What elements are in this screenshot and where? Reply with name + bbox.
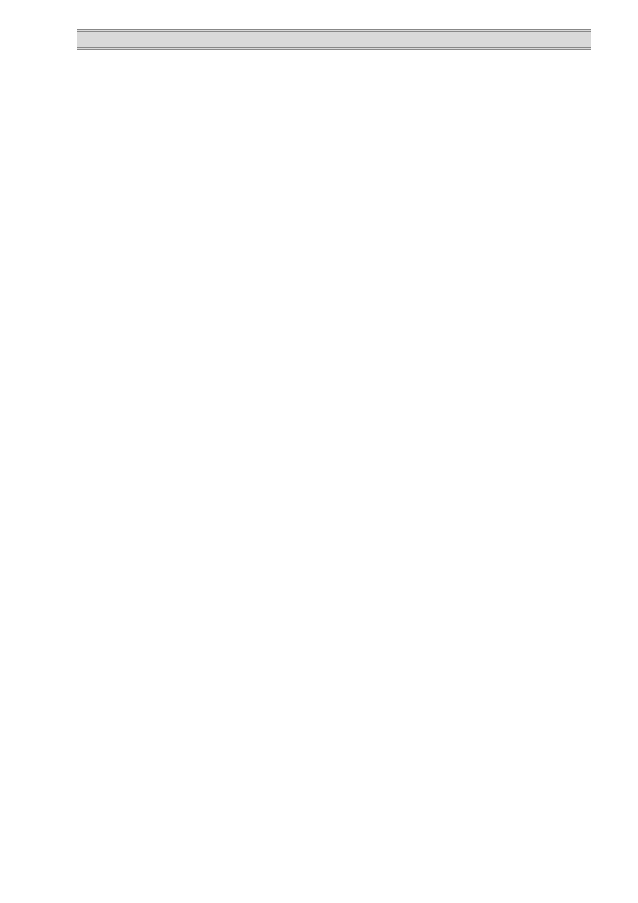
document-page <box>77 0 591 72</box>
section-banner <box>77 29 591 50</box>
